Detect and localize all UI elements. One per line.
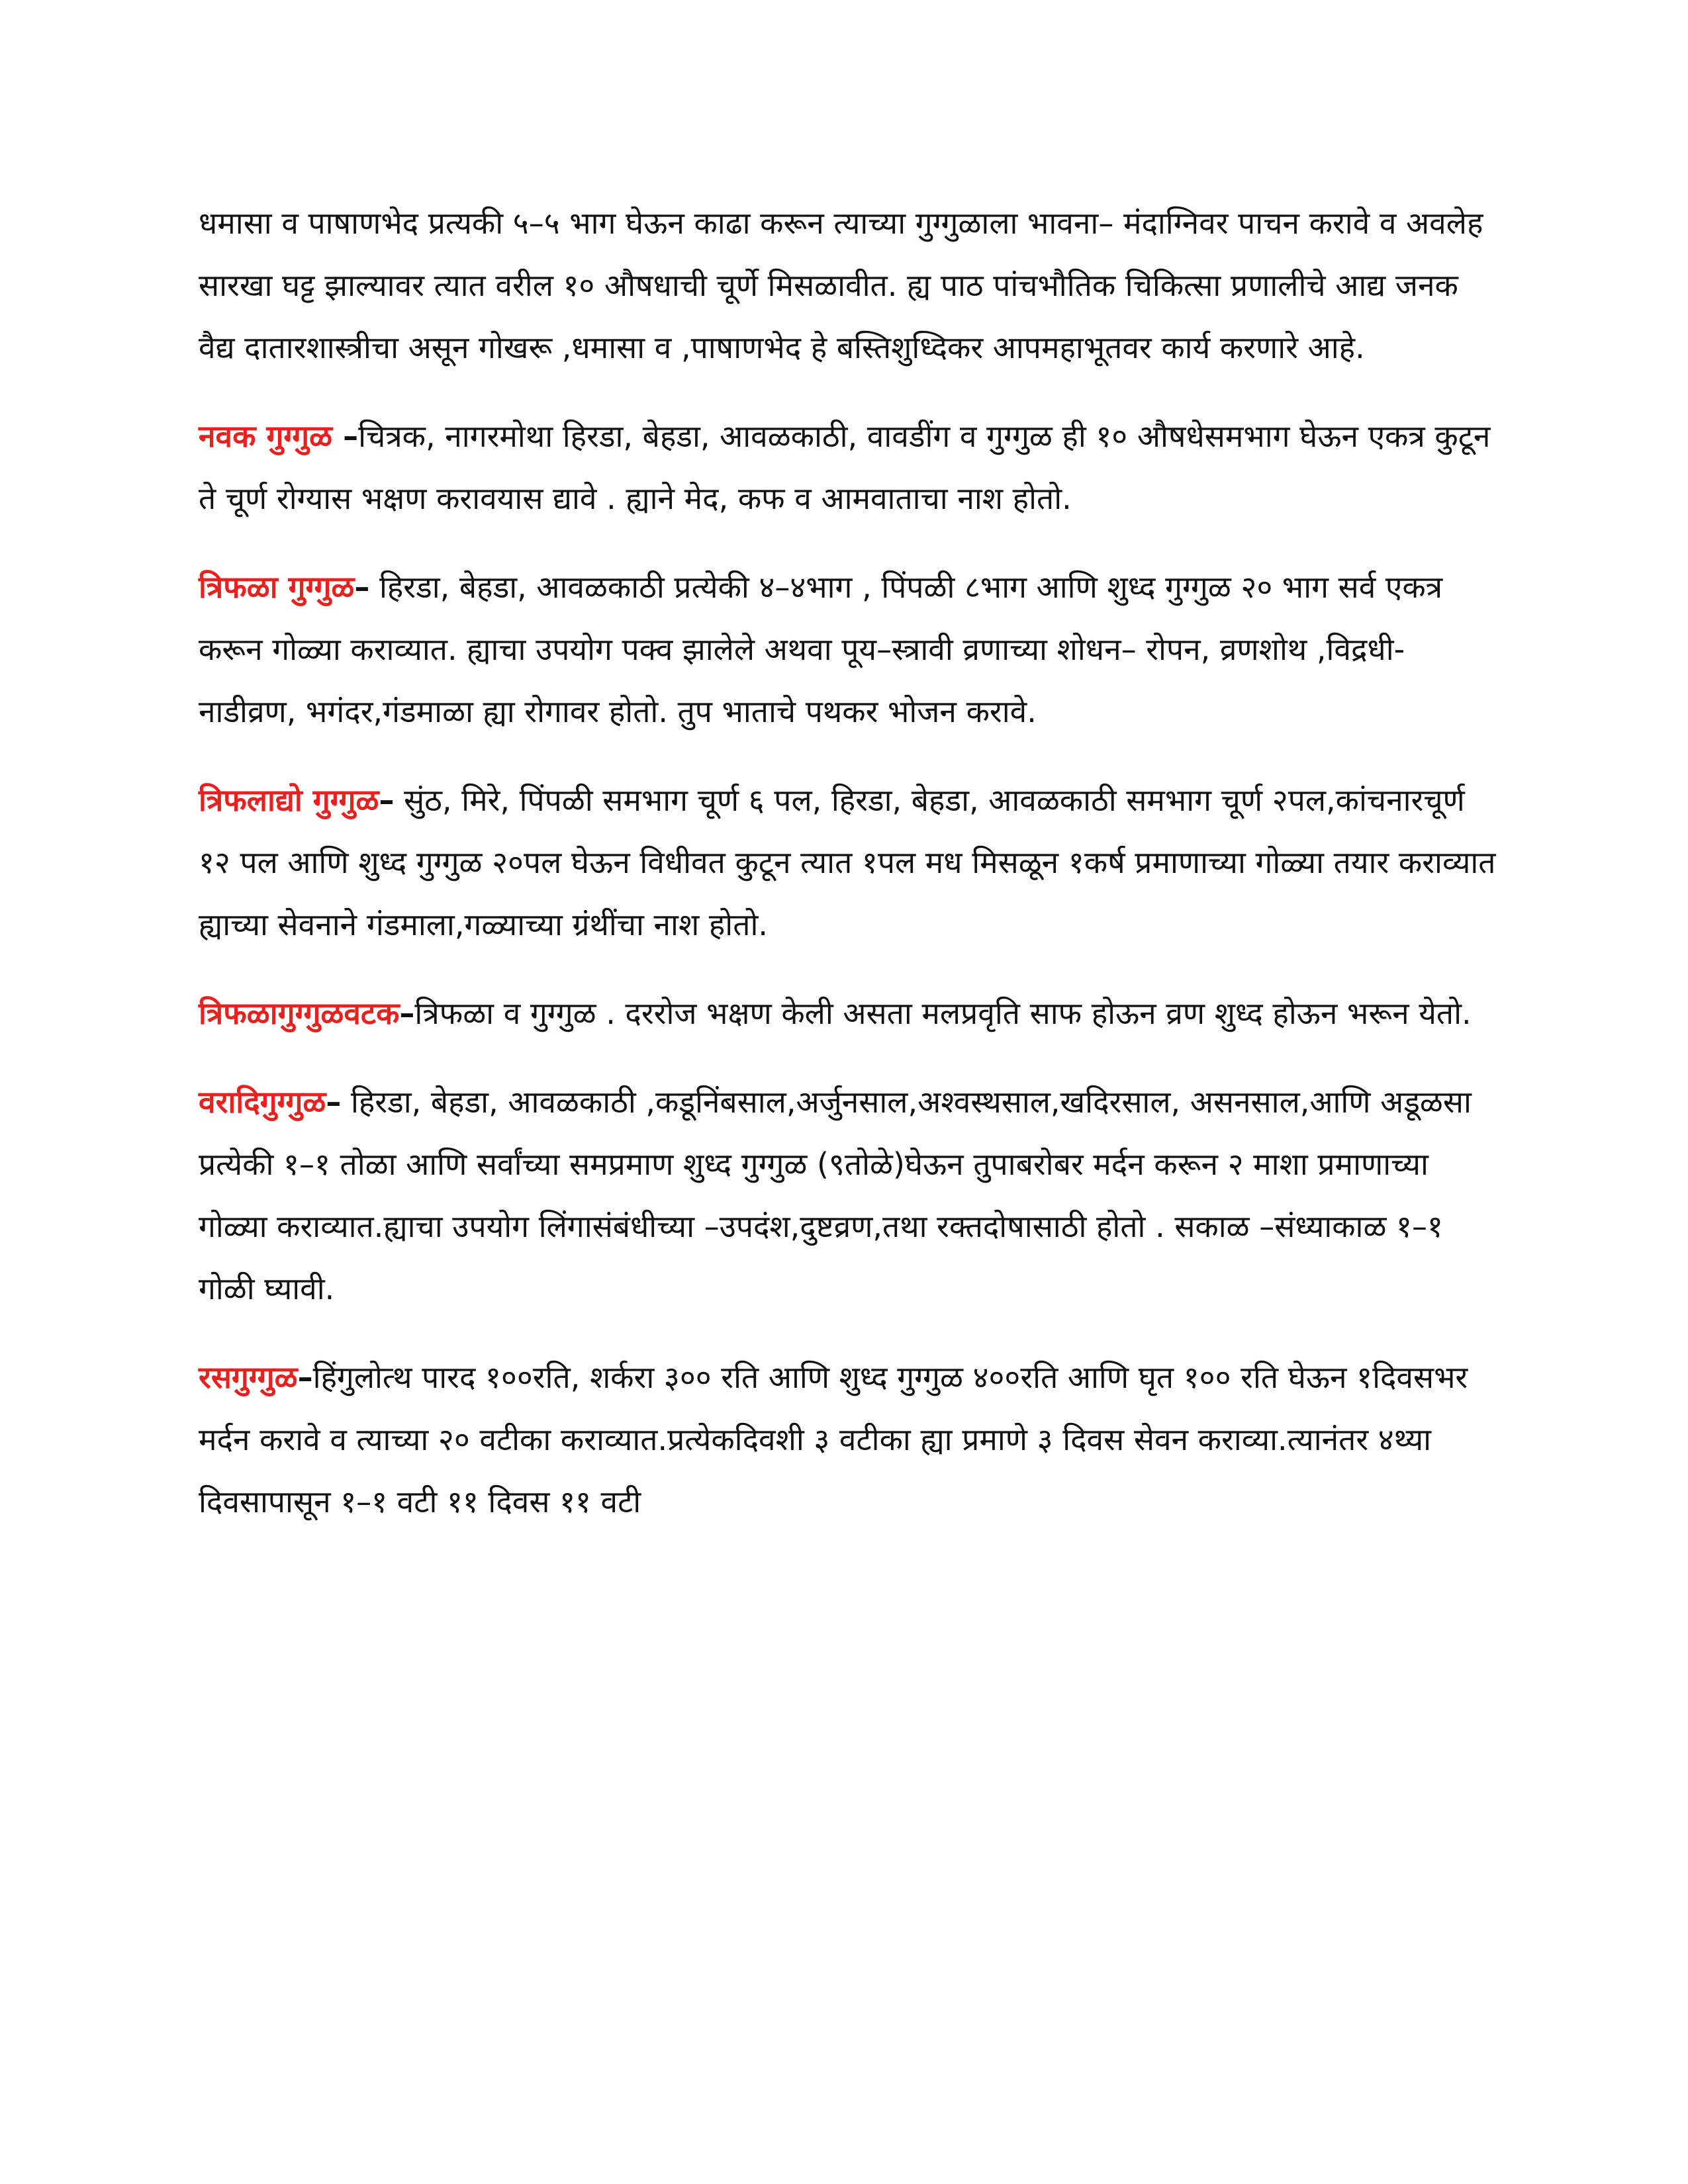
paragraph-text: हिरडा, बेहडा, आवळकाठी ,कडूनिंबसाल,अर्जुनसाल,अश्वस्थसाल,खदिरसाल, असनसाल,आणि अडूळसा प्रत्येकी १–१ तोळा आणि सर्वांच्या समप्रमाण शुध्द गुग्गुळ (९तोळे)घेऊन तुपाबरोबर मर्दन करून २ माशा प्रमाणाच्या गोळ्या कराव्यात.ह्याचा उपयोग लिंगासंबंधीच्या –उपदंश,दुष्टव्रण,तथा रक्तदोषासाठी होतो . सकाळ –संध्याकाळ १–१ गोळी घ्यावी. (199, 1084, 1472, 1306)
paragraph-triphala-guggul (199, 556, 1496, 743)
paragraph-text: सुंठ, मिरे, पिंपळी समभाग चूर्ण ६ पल, हिरडा, बेहडा, आवळकाठी समभाग चूर्ण २पल,कांचनारचूर्ण १२ पल आणि शुध्द गुग्गुळ २०पल घेऊन विधीवत कुटून त्यात १पल मध मिसळून १कर्ष प्रमाणाच्या गोळ्या तयार कराव्यात ह्याच्या सेवनाने गंडमाला,गळ्याच्या ग्रंथींचा नाश होतो. (199, 782, 1496, 942)
paragraph-triphala-guggul-vatak (199, 982, 1496, 1044)
heading-dash: – (297, 1359, 313, 1395)
heading-dash: – (399, 995, 415, 1031)
paragraph-heading: वरादिगुग्गुळ (199, 1084, 326, 1120)
paragraph-heading: त्रिफळागुग्गुळवटक (199, 995, 400, 1031)
paragraph-triphaladyo-guggul (199, 769, 1496, 956)
paragraph-text: धमासा व पाषाणभेद प्रत्यकी ५–५ भाग घेऊन काढा करून त्याच्या गुग्गुळाला भावना– मंदाग्निवर पाचन करावे व अवलेह सारखा घट्ट झाल्यावर त्यात वरील १० औषधाची चूर्णे मिसळावीत. ह्य पाठ पांचभौतिक चिकित्सा प्रणालीचे आद्य जनक वैद्य दातारशास्त्रीचा असून गोखरू ,धमासा व ,पाषाणभेद हे बस्तिशुध्दिकर आपमहाभूतवर कार्य करणारे आहे. (199, 205, 1483, 365)
document-body (199, 192, 1496, 1559)
paragraph-heading: नवक गुग्गुळ (199, 418, 333, 454)
heading-dash: – (332, 418, 359, 454)
paragraph-text: त्रिफळा व गुग्गुळ . दररोज भक्षण केली असता मलप्रवृति साफ होऊन व्रण शुध्द होऊन भरून येतो. (414, 995, 1472, 1031)
paragraph-heading: त्रिफलाद्यो गुग्गुळ (199, 782, 379, 818)
paragraph-varadi-guggul (199, 1071, 1496, 1320)
paragraph-text: चित्रक, नागरमोथा हिरडा, बेहडा, आवळकाठी, वावडींग व गुग्गुळ ही १० औषधेसमभाग घेऊन एकत्र कुटून ते चूर्ण रोग्यास भक्षण करावयास द्यावे . ह्याने मेद, कफ व आमवाताचा नाश होतो. (199, 418, 1491, 516)
paragraph-text: हिंगुलोत्थ पारद १००रति, शर्करा ३०० रति आणि शुध्द गुग्गुळ ४००रति आणि घृत १०० रति घेऊन १दिवसभर मर्दन करावे व त्याच्या २० वटीका कराव्यात.प्रत्येकदिवशी ३ वटीका ह्या प्रमाणे ३ दिवस सेवन कराव्या.त्यानंतर ४थ्या दिवसापासून १–१ वटी ११ दिवस ११ वटी (199, 1359, 1468, 1520)
paragraph-heading: रसगुग्गुळ (199, 1359, 298, 1395)
heading-dash: – (326, 1084, 342, 1120)
heading-dash: – (354, 569, 370, 605)
paragraph-intro (199, 192, 1496, 379)
paragraph-navak-guggul (199, 405, 1496, 529)
paragraph-text: हिरडा, बेहडा, आवळकाठी प्रत्येकी ४–४भाग , पिंपळी ८भाग आणि शुध्द गुग्गुळ २० भाग सर्व एकत्र करून गोळ्या कराव्यात. ह्याचा उपयोग पक्व झालेले अथवा पूय–स्त्रावी व्रणाच्या शोधन– रोपन, व्रणशोथ ,विद्रधी- नाडीव्रण, भगंदर,गंडमाळा ह्या रोगावर होतो. तुप भाताचे पथकर भोजन करावे. (199, 569, 1443, 729)
heading-dash: – (379, 782, 395, 818)
paragraph-ras-guggul (199, 1346, 1496, 1533)
paragraph-heading: त्रिफळा गुग्गुळ (199, 569, 355, 605)
